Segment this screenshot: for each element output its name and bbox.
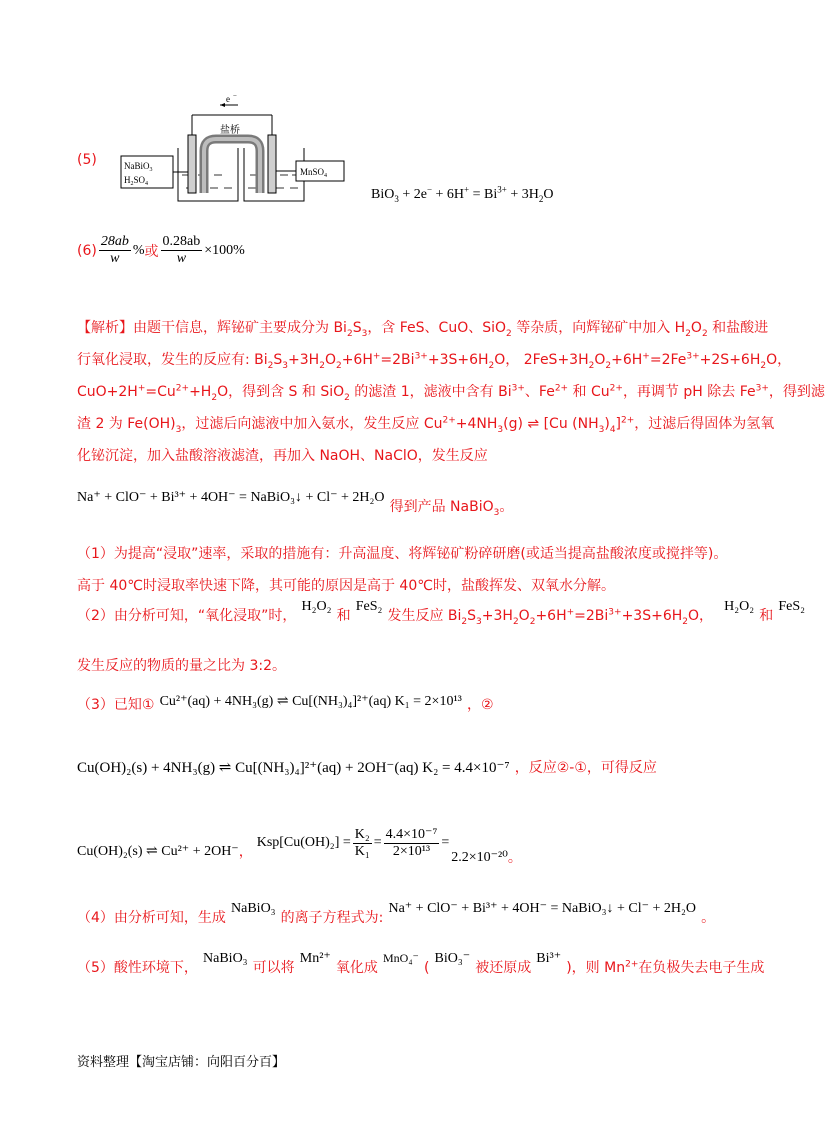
analysis-line-2: 行氧化浸取，发生的反应有: $Bi_2S_3+3H_2O_2+6H^+=2Bi^{3+}+3S+6H_2O$， $2FeS+3H_2O_2+6H^+=2Fe^{3+}+2S+6H_2O$， xyxy=(77,351,792,371)
right-solution-label: MnSO$_4$ xyxy=(300,167,328,179)
q4-line: （4）由分析可知，生成 NaBiO₃ 的离子方程式为: Na⁺ + ClO⁻ + Bi³⁺ + 4OH⁻ = NaBiO₃↓ + Cl⁻ + 2H₂O 。 xyxy=(77,901,716,926)
q1-line-1: （1）为提高“浸取”速率，采取的措施有：升高温度、将辉铋矿粉碎研磨(或适当提高盐酸浓度或搅拌等)。 xyxy=(77,546,728,562)
q3-line-3: Cu(OH)₂(s) ⇌ Cu²⁺ + 2OH⁻ ， Ksp[Cu(OH)₂] = $\frac{\text{K₂}}{\text{K₁}}$ = $\frac{\text{4.4×10⁻⁷}}{\text{2×10¹³}}$ = 2.2×10⁻²⁰ 。 xyxy=(77,826,522,866)
q5-half-equation: $BiO_3 + 2e^- + 6H^+ = Bi^{3+} + 3H_2O$ xyxy=(371,184,554,204)
q2-line-2: 发生反应的物质的量之比为 3:2。 xyxy=(77,658,286,674)
electrochemical-cell-diagram xyxy=(120,93,360,208)
analysis-equation-line: Na⁺ + ClO⁻ + Bi³⁺ + 4OH⁻ = NaBiO₃↓ + Cl⁻ + 2H₂O 得到产品 NaBiO$_3$。 xyxy=(77,490,514,518)
analysis-line-4: 渣 2 为 $Fe(OH)_3$，过滤后向滤液中加入氨水，发生反应 $Cu^{2+}+4NH_3(g)$ ⇌ [Cu $(NH_3)_4]^{2+}$，过滤后得固体为氢氧 xyxy=(77,415,775,435)
salt-bridge-label: 盐桥 xyxy=(220,125,240,136)
analysis-line-1: 【解析】由题干信息，辉铋矿主要成分为 $Bi_2S_3$，含 FeS、CuO、SiO$_2$ 等杂质，向辉铋矿中加入 $H_2O_2$ 和盐酸进 xyxy=(77,320,769,339)
fraction-1: $\frac{28ab}{w}$ xyxy=(100,234,129,266)
q3-line-2: Cu(OH)₂(s) + 4NH₃(g) ⇌ Cu[(NH₃)₄]²⁺(aq) + 2OH⁻(aq) K₂ = 4.4×10⁻⁷ ，反应②-①，可得反应 xyxy=(77,760,657,776)
reaction-2-equation: Cu(OH)₂(s) + 4NH₃(g) ⇌ Cu[(NH₃)₄]²⁺(aq) + 2OH⁻(aq) K₂ = 4.4×10⁻⁷ xyxy=(77,760,510,776)
left-electrode xyxy=(188,135,196,193)
right-electrode xyxy=(268,135,276,193)
analysis-line-3: $CuO+2H^+=Cu^{2+}+H_2O$，得到含 S 和 SiO$_2$ 的滤渣 1，滤液中含有 $Bi^{3+}$、$Fe^{2+}$ 和 $Cu^{2+}$，再调节 pH 除去 $Fe^{3+}$，得到滤 xyxy=(77,383,825,403)
ksp-expression: Ksp[Cu(OH)₂] = xyxy=(256,835,351,850)
q5-explanation-line: （5）酸性环境下， NaBiO₃ 可以将 Mn²⁺ 氧化成 MnO₄⁻ ( BiO₃⁻ 被还原成 Bi³⁺ )，则 $Mn^{2+}$在负极失去电子生成 xyxy=(77,951,765,976)
q1-line-2: 高于 40℃时浸取率快速下降，其可能的原因是高于 40℃时，盐酸挥发、双氧水分解。 xyxy=(77,578,615,594)
salt-bridge xyxy=(204,139,260,193)
nabio3-equation: Na⁺ + ClO⁻ + Bi³⁺ + 4OH⁻ = NaBiO₃↓ + Cl⁻ + 2H₂O xyxy=(77,490,385,505)
q3-line-1: （3）已知① Cu²⁺(aq) + 4NH₃(g) ⇌ Cu[(NH₃)₄]²⁺(aq) K₁ = 2×10¹³ ，② xyxy=(77,694,494,713)
q2-line-1: （2）由分析可知，“氧化浸取”时， H₂O₂ 和 FeS₂ 发生反应 $Bi_2S_3+3H_2O_2+6H^+=2Bi^{3+}+3S+6H_2O$， H₂O₂ 和 FeS₂ xyxy=(77,599,805,627)
svg-text:H2SO4: $H_2SO_4$ xyxy=(124,175,149,187)
ksp-reaction: Cu(OH)₂(s) ⇌ Cu²⁺ + 2OH⁻ xyxy=(77,843,239,859)
electron-label: e xyxy=(226,94,230,104)
footer-source: 资料整理【淘宝店铺：向阳百分百】 xyxy=(77,1055,286,1070)
svg-text:−: − xyxy=(233,92,237,100)
fraction-2: $\frac{0.28ab}{w}$ xyxy=(162,234,201,266)
q5-label: (5) xyxy=(77,152,97,168)
q4-equation: Na⁺ + ClO⁻ + Bi³⁺ + 4OH⁻ = NaBiO₃↓ + Cl⁻ + 2H₂O xyxy=(388,901,696,916)
analysis-line-5: 化铋沉淀，加入盐酸溶液滤渣，再加入 NaOH、NaClO，发生反应 xyxy=(77,448,488,464)
q6-answer: (6) $\frac{28ab}{w}$ % 或 $\frac{0.28ab}{w}$ ×100% xyxy=(77,234,245,266)
ksp-result: 2.2×10⁻²⁰ xyxy=(451,849,508,865)
q6-label: (6) xyxy=(77,242,97,259)
left-solution-label: NaBiO$_3$ xyxy=(124,161,153,173)
reaction-1-equation: Cu²⁺(aq) + 4NH₃(g) ⇌ Cu[(NH₃)₄]²⁺(aq) K₁ = 2×10¹³ xyxy=(159,694,462,709)
